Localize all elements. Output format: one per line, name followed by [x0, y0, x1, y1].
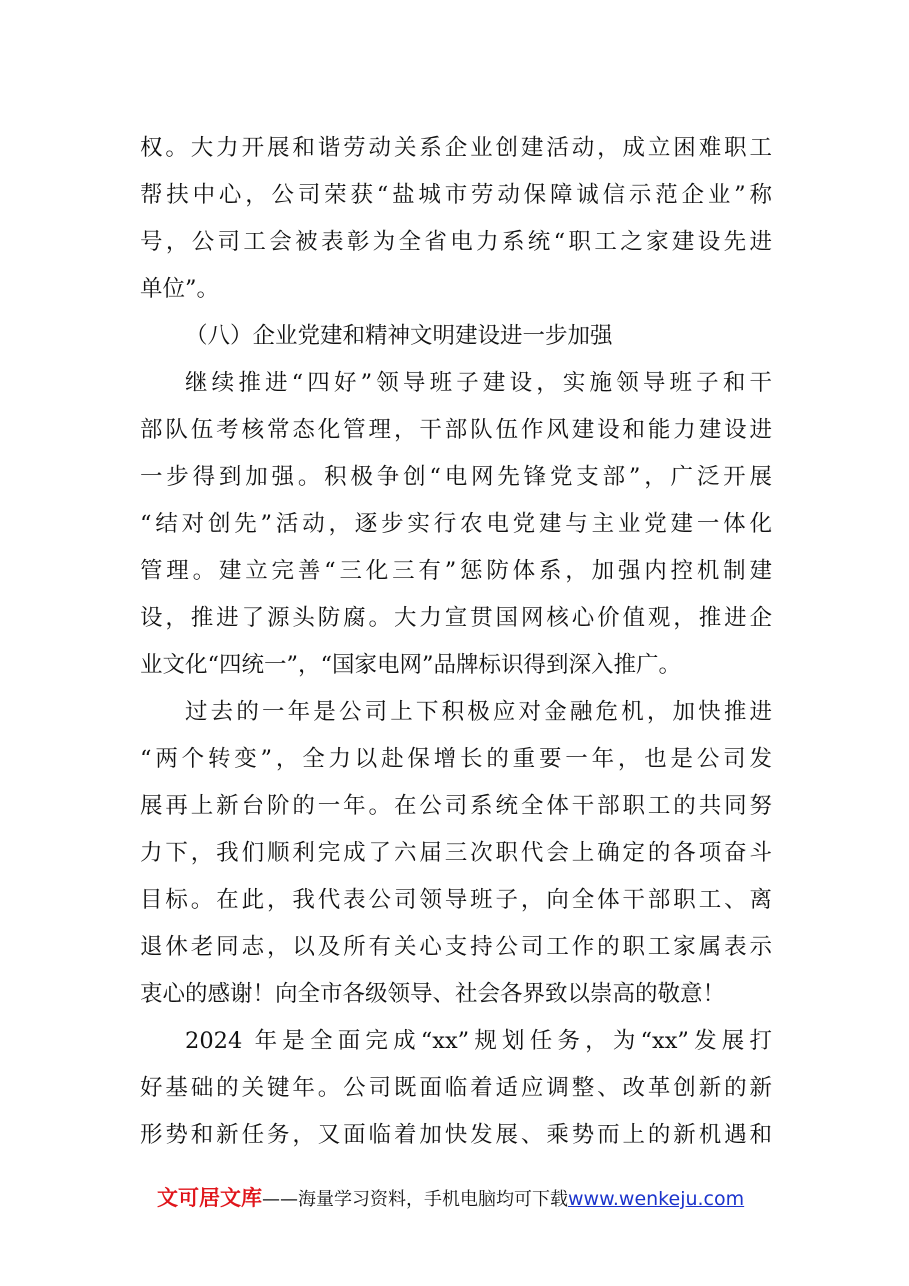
- paragraph-line: 形势和新任务，又面临着加快发展、乘势而上的新机遇和: [140, 1122, 772, 1148]
- paragraph-line: 设，推进了源头防腐。大力宣贯国网核心价值观，推进企: [140, 605, 772, 631]
- paragraph-line: 继续推进“四好”领导班子建设，实施领导班子和干: [185, 370, 772, 396]
- paragraph-line: 目标。在此，我代表公司领导班子，向全体干部职工、离: [140, 887, 772, 913]
- paragraph-line: 衷心的感谢！向全市各级领导、社会各界致以崇高的敬意！: [140, 981, 726, 1007]
- paragraph-line: 部队伍考核常态化管理，干部队伍作风建设和能力建设进: [140, 417, 772, 443]
- document-body: [140, 125, 772, 1159]
- paragraph-line: “两个转变”，全力以赴保增长的重要一年，也是公司发: [140, 746, 772, 772]
- footer-brand: 文可居文库: [157, 1186, 262, 1210]
- paragraph-line: 单位”。: [140, 276, 220, 302]
- paragraph-line: 权。大力开展和谐劳动关系企业创建活动，成立困难职工: [140, 135, 772, 161]
- paragraph-line: “结对创先”活动，逐步实行农电党建与主业党建一体化: [140, 511, 772, 537]
- paragraph-line: 力下，我们顺利完成了六届三次职代会上确定的各项奋斗: [140, 840, 772, 866]
- paragraph-line: 管理。建立完善“三化三有”惩防体系，加强内控机制建: [140, 558, 772, 584]
- footer-url-link[interactable]: www.wenkeju.com: [568, 1188, 745, 1210]
- footer-banner: [157, 1180, 744, 1216]
- paragraph-line: 退休老同志，以及所有关心支持公司工作的职工家属表示: [140, 934, 772, 960]
- paragraph-line: 一步得到加强。积极争创“电网先锋党支部”，广泛开展: [140, 464, 772, 490]
- footer-description: ——海量学习资料，手机电脑均可下载: [262, 1189, 568, 1210]
- paragraph-line: 过去的一年是公司上下积极应对金融危机，加快推进: [185, 699, 772, 725]
- paragraph-line: 帮扶中心，公司荣获“盐城市劳动保障诚信示范企业”称: [140, 182, 772, 208]
- paragraph-line: 展再上新台阶的一年。在公司系统全体干部职工的共同努: [140, 793, 772, 819]
- paragraph-line: 号，公司工会被表彰为全省电力系统“职工之家建设先进: [140, 229, 772, 255]
- section-heading: （八）企业党建和精神文明建设进一步加强: [185, 323, 613, 349]
- paragraph-line: 好基础的关键年。公司既面临着适应调整、改革创新的新: [140, 1075, 772, 1101]
- paragraph-line: 业文化“四统一”，“国家电网”品牌标识得到深入推广。: [140, 652, 682, 678]
- paragraph-line: 2024 年是全面完成“xx”规划任务，为“xx”发展打: [185, 1028, 772, 1054]
